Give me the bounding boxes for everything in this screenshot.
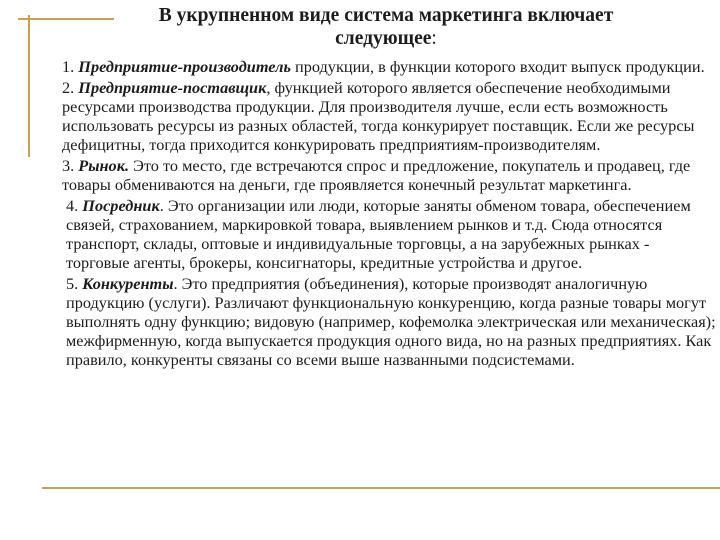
list-item-intermediary (62, 196, 716, 272)
item-keyword: Рынок. (78, 156, 130, 175)
item-number: 4. (66, 196, 83, 215)
item-text: . Это организации или люди, которые заняты обменом товара, обеспечением связей, страхованием, маркировкой товара, выявлением рынков и т.д. Сюда относятся транспорт, склады, оптовые и индивидуальные торговцы, а на зарубежных рынках - торговые агенты, брокеры, консигнаторы, кредитные устройства и другое. (66, 196, 691, 272)
list-item-producer (62, 57, 716, 76)
list-item-market (62, 156, 716, 194)
slide-body (62, 57, 716, 371)
decorative-vertical-line (28, 15, 30, 157)
item-number: 1. (62, 57, 79, 76)
item-number: 5. (66, 274, 83, 293)
item-keyword: Предприятие-производитель (78, 57, 291, 76)
title-colon: : (431, 28, 437, 49)
title-line-2 (60, 27, 712, 50)
list-item-supplier (62, 78, 716, 154)
item-keyword: Предприятие-поставщик (78, 78, 267, 97)
slide-title (60, 4, 712, 50)
item-number: 2. (62, 78, 79, 97)
title-line-1: В укрупненном виде система маркетинга включает (158, 5, 614, 26)
item-text: . Это предприятия (объединения), которые производят аналогичную продукцию (услуги). Различают функциональную конкуренцию, когда разные товары могут выполнять одну функцию; видовую (например, кофемолка электрическая или механическая); межфирменную, когда выпускается продукция одного вида, но на разных предприятиях. Как правило, конкуренты связаны со всеми выше названными подсистемами. (66, 274, 716, 369)
list-item-competitors (62, 274, 716, 369)
item-text: Это то место, где встречаются спрос и предложение, покупатель и продавец, где товары обмениваются на деньги, где проявляется конечный результат маркетинга. (62, 156, 691, 194)
item-text: , функцией которого является обеспечение необходимыми ресурсами производства продукции. Для производителя лучше, если есть возможность использовать ресурсы из разных областей, тогда конкурирует поставщик. Если же ресурсы дефицитны, тогда приходится конкурировать предприятиям-производителям. (62, 78, 695, 154)
item-keyword: Конкуренты (82, 274, 174, 293)
item-text: продукции, в функции которого входит выпуск продукции. (290, 57, 705, 76)
decorative-bottom-line (42, 487, 720, 489)
item-number: 3. (62, 156, 79, 175)
title-line-2-text: следующее (335, 28, 432, 49)
item-keyword: Посредник (82, 196, 160, 215)
